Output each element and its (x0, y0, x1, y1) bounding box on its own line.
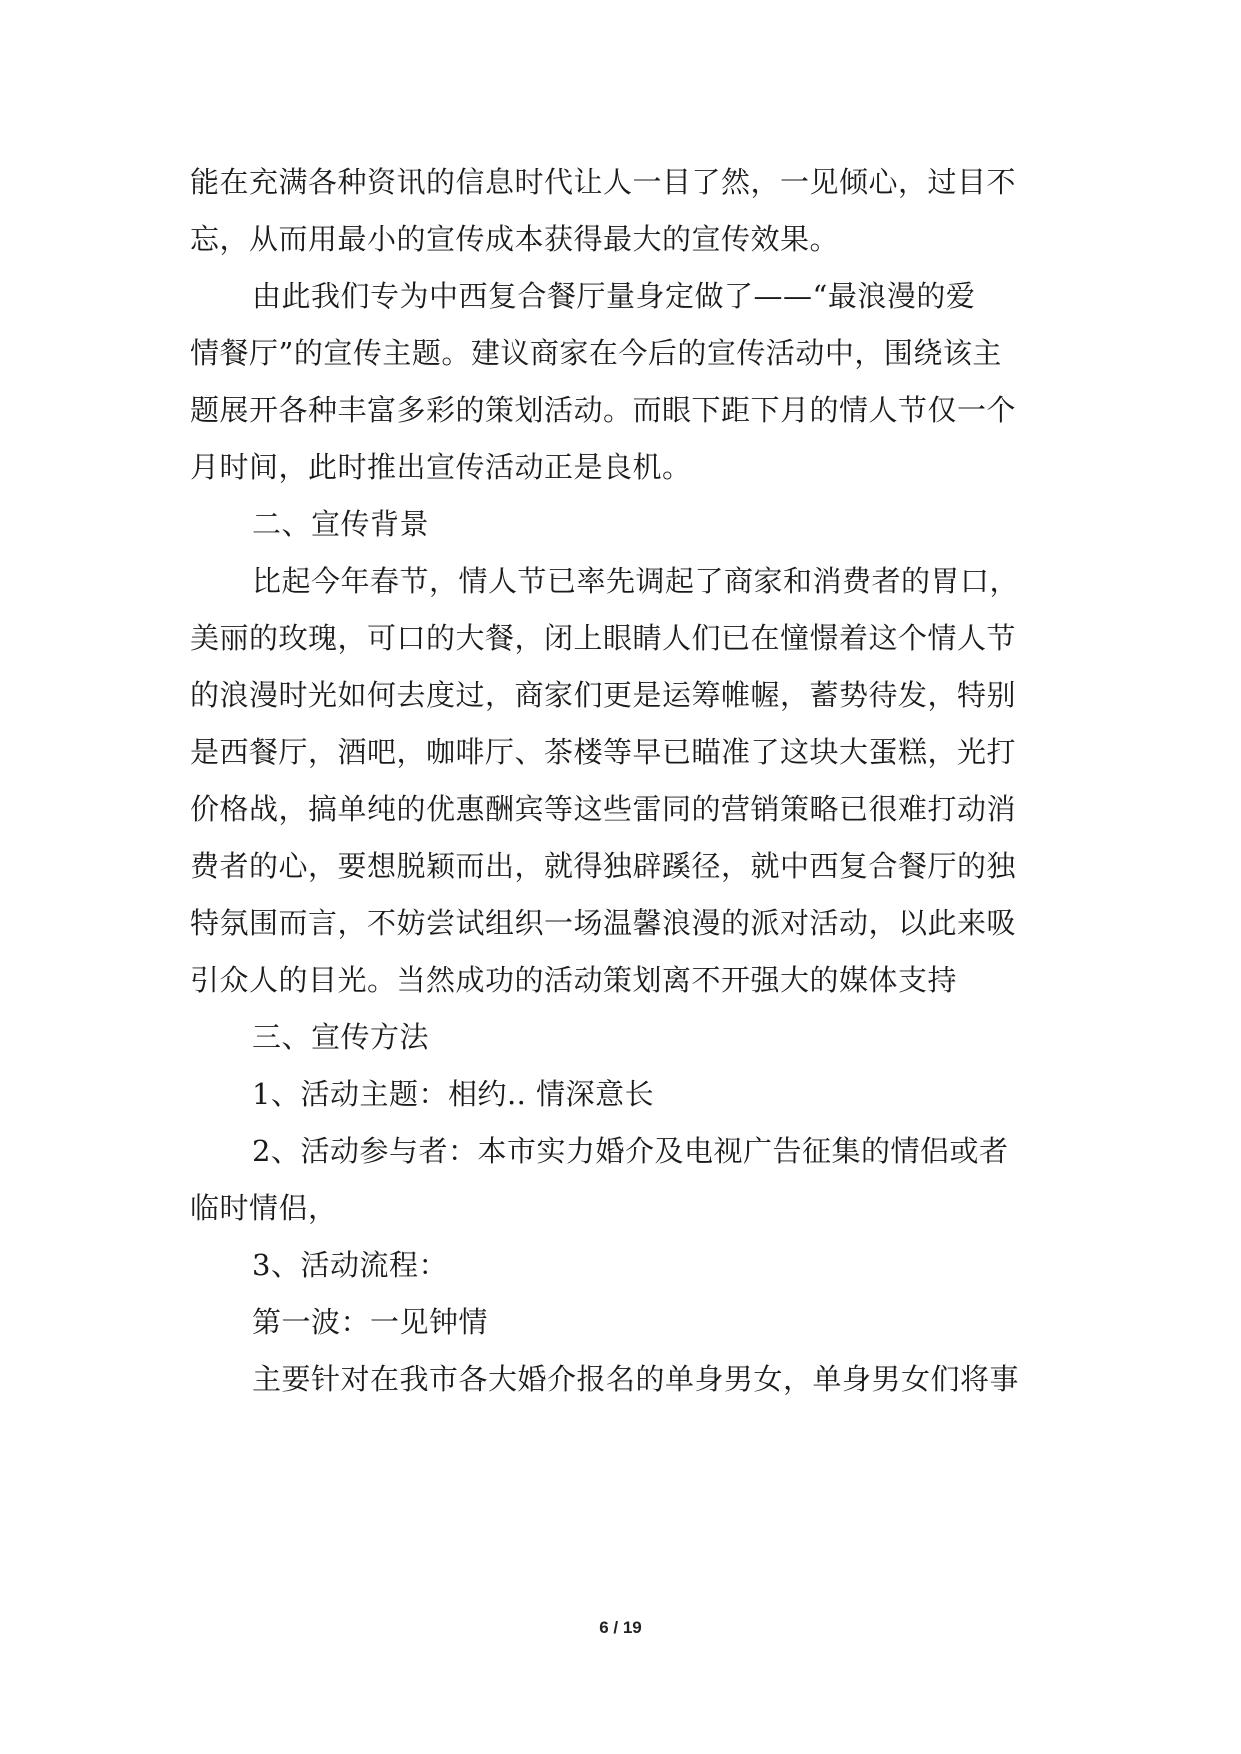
text-line: 价格战，搞单纯的优惠酬宾等这些雷同的营销策略已很难打动消 (190, 792, 1017, 826)
text-line: 情餐厅”的宣传主题。建议商家在今后的宣传活动中，围绕该主 (190, 336, 1002, 370)
page-number: 6 / 19 (599, 1618, 642, 1637)
section-heading: 二、宣传背景 (252, 507, 430, 541)
text-line: 特氛围而言，不妨尝试组织一场温馨浪漫的派对活动，以此来吸 (190, 906, 1017, 940)
text-line: 临时情侣， (190, 1191, 338, 1225)
text-line: 月时间，此时推出宣传活动正是良机。 (190, 450, 692, 484)
text-line: 美丽的玫瑰，可口的大餐，闭上眼睛人们已在憧憬着这个情人节 (190, 621, 1017, 655)
text-line: 由此我们专为中西复合餐厅量身定做了——“最浪漫的爱 (252, 279, 976, 313)
text-line: 引众人的目光。当然成功的活动策划离不开强大的媒体支持 (190, 963, 958, 997)
text-line: 题展开各种丰富多彩的策划活动。而眼下距下月的情人节仅一个 (190, 393, 1017, 427)
list-item: 2、活动参与者：本市实力婚介及电视广告征集的情侣或者 (252, 1134, 1009, 1168)
text-line: 的浪漫时光如何去度过，商家们更是运筹帷幄，蓄势待发，特别 (190, 678, 1017, 712)
text-line: 费者的心，要想脱颖而出，就得独辟蹊径，就中西复合餐厅的独 (190, 849, 1017, 883)
sub-heading: 第一波：一见钟情 (252, 1305, 489, 1339)
text-line: 主要针对在我市各大婚介报名的单身男女，单身男女们将事 (252, 1362, 1020, 1396)
section-heading: 三、宣传方法 (252, 1020, 430, 1054)
text-line: 忘，从而用最小的宣传成本获得最大的宣传效果。 (190, 222, 840, 256)
list-item: 1、活动主题：相约.. 情深意长 (252, 1077, 655, 1111)
list-item: 3、活动流程： (252, 1248, 448, 1282)
text-line: 能在充满各种资讯的信息时代让人一目了然，一见倾心，过目不 (190, 165, 1017, 199)
document-body (190, 154, 1050, 1408)
text-line: 是西餐厅，酒吧，咖啡厅、茶楼等早已瞄准了这块大蛋糕，光打 (190, 735, 1017, 769)
text-line: 比起今年春节，情人节已率先调起了商家和消费者的胃口， (252, 564, 1020, 598)
